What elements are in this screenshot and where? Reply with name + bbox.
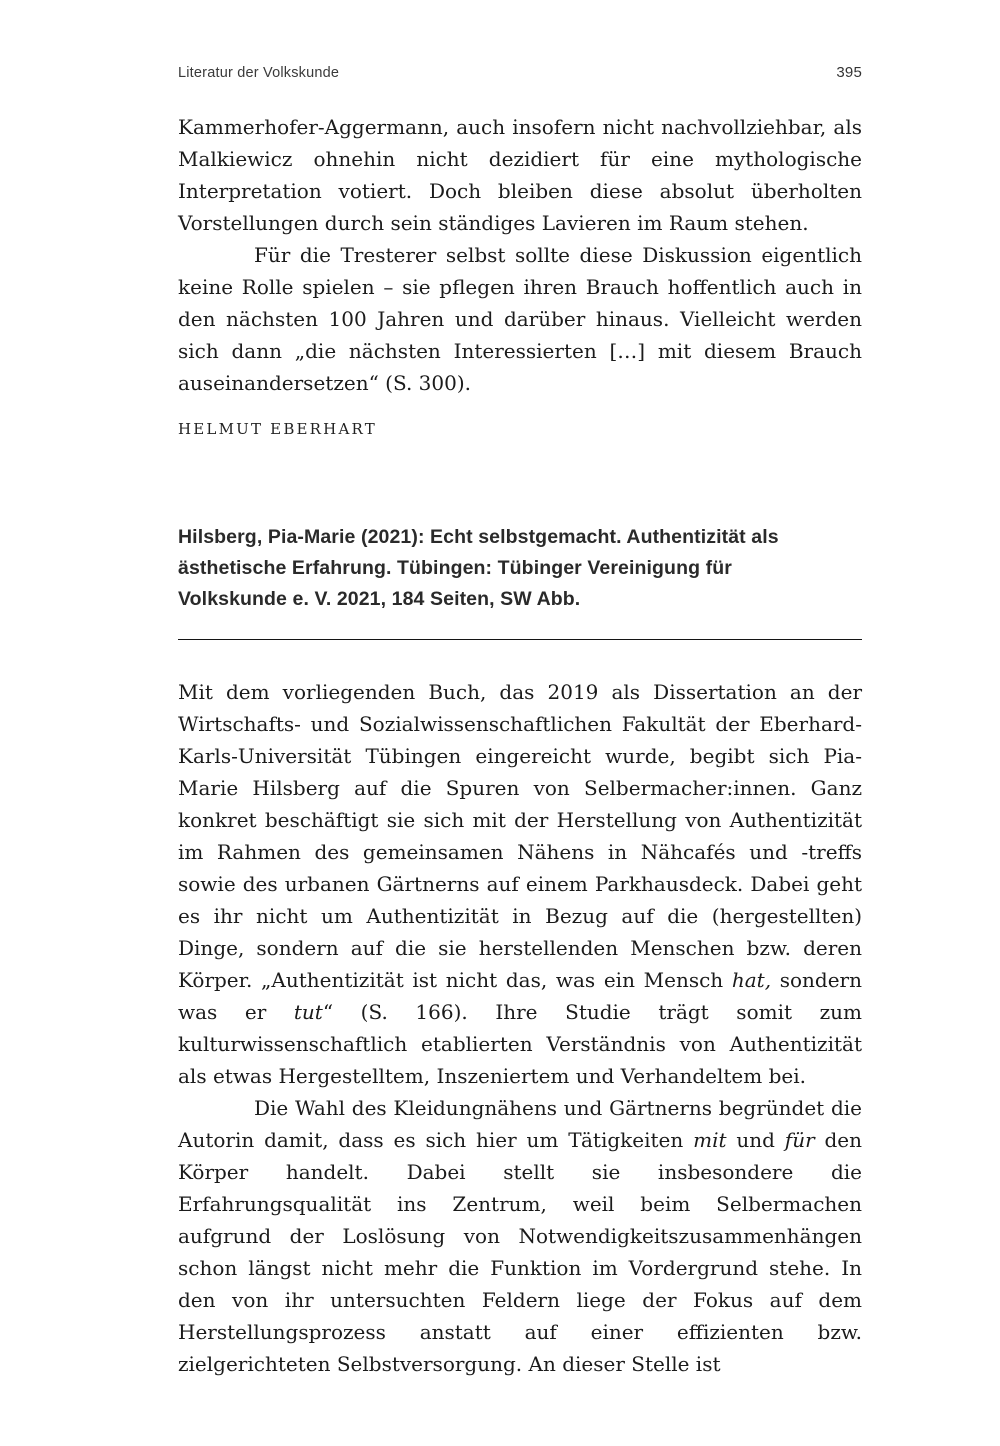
text-run: Mit dem vorliegenden Buch, das 2019 als Dissertation an der Wirtschafts- und Sozialwissenschaftlichen Fakultät der Eberhard-Karls-Universität Tübingen eingereicht wurde, begibt sich Pia-Marie Hilsberg auf die Spuren von Selbermacher:innen. Ganz konkret beschäftigt sie sich mit der Herstellung von Authentizität im Rahmen des gemeinsamen Nähens in Nähcafés und -treffs sowie des urbanen Gärtnerns auf einem Parkhausdeck. Dabei geht es ihr nicht um Authentizität in Bezug auf die (hergestellten) Dinge, sondern auf die sie herstellenden Menschen bzw. deren Körper. „Authentizität ist nicht das, was ein Mensch xyxy=(178,680,862,992)
paragraph xyxy=(178,111,862,239)
text-run: sondern was er xyxy=(178,968,863,1024)
review-heading: Hilsberg, Pia-Marie (2021): Echt selbstgemacht. Authentizität als ästhetische Erfahrung. Tübingen: Tübinger Vereinigung für Volkskunde e. V. 2021, 184 Seiten, SW Abb. xyxy=(178,526,779,610)
italic-text-run: hat, xyxy=(731,968,772,992)
review-body-text xyxy=(178,676,862,1380)
paragraph xyxy=(178,676,862,1092)
text-run: den Körper handelt. Dabei stellt sie insbesondere die Erfahrungsqualität ins Zentrum, weil beim Selbermachen aufgrund der Loslösung von Notwendigkeitszusammenhängen schon längst nicht mehr die Funktion im Vordergrund stehe. In den von ihr untersuchten Feldern liege der Fokus auf dem Herstellungsprozess anstatt auf einer effizienten bzw. zielgerichteten Selbstversorgung. An dieser Stelle ist xyxy=(178,1128,863,1376)
paragraph xyxy=(178,239,862,399)
previous-review-text xyxy=(178,111,862,399)
text-run: und xyxy=(726,1128,785,1152)
text-run: Kammerhofer-Aggermann, auch insofern nicht nachvollziehbar, als Malkiewicz ohnehin nicht dezidiert für eine mythologische Interpretation votiert. Doch bleiben diese absolut überholten Vorstellungen durch sein ständiges Lavieren im Raum stehen. xyxy=(178,115,862,235)
italic-text-run: für xyxy=(784,1128,815,1152)
italic-text-run: mit xyxy=(693,1128,727,1152)
running-title: Literatur der Volkskunde xyxy=(178,65,340,81)
text-run: “ (S. 166). Ihre Studie trägt somit zum kulturwissenschaftlich etablierten Verständnis von Authentizität als etwas Hergestelltem, Inszeniertem und Verhandeltem bei. xyxy=(178,1000,862,1088)
paragraph xyxy=(178,1092,862,1380)
text-run: Für die Tresterer selbst sollte diese Diskussion eigentlich keine Rolle spielen – sie pflegen ihren Brauch hoffentlich auch in den nächsten 100 Jahren und darüber hinaus. Vielleicht werden sich dann „die nächsten Interessierten […] mit diesem Brauch auseinandersetzen“ (S. 300). xyxy=(178,243,862,395)
review-author: HELMUT EBERHART xyxy=(178,420,377,438)
running-header xyxy=(178,64,862,81)
page-number: 395 xyxy=(836,64,862,81)
section-divider xyxy=(178,639,862,640)
text-run: Die Wahl des Kleidungnähens und Gärtnerns begründet die Autorin damit, dass es sich hier um Tätigkeiten xyxy=(178,1096,862,1152)
italic-text-run: tut xyxy=(293,1000,323,1024)
